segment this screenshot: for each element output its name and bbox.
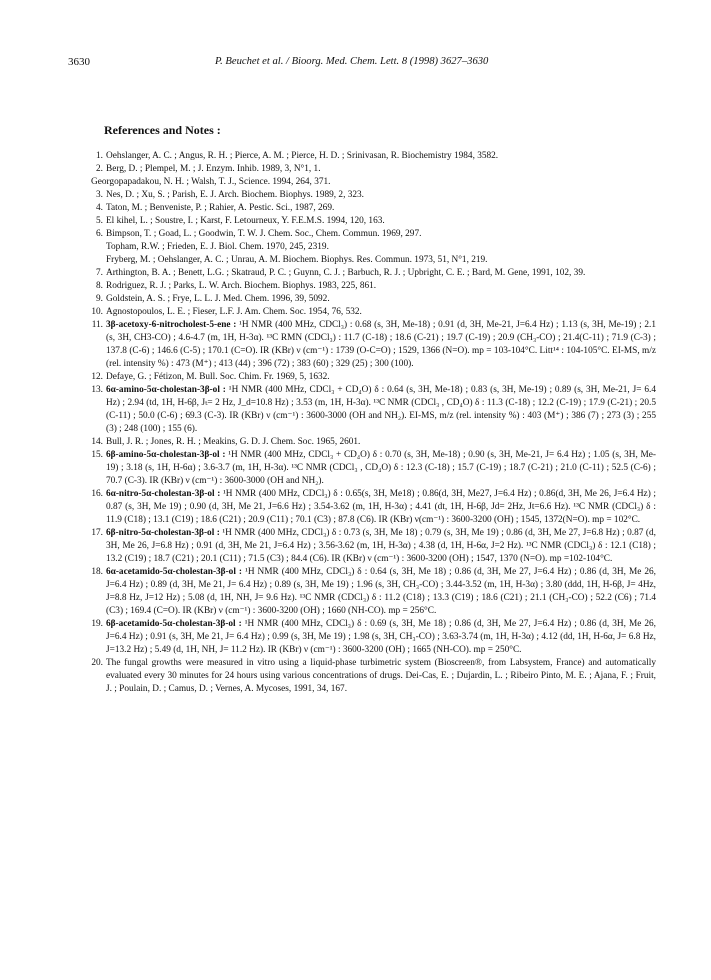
reference-text: ¹H NMR (400 MHz, CDCl₃) δ : 0.65(s, 3H, Me18) ; 0.86(d, 3H, Me27, J=6.4 Hz) ; 0.86(d, 3H, Me 26, J=6.4 Hz) ; 0.87 (s, 3H, Me 19) ; 0.90 (d, 3H, Me 21, J=6.6 Hz) ; 3.54-3.62 (m, 1H, H-3α) ; 4.41 (dt, 1H, H-6β, Jd= 2Hz, Jt=6.6 Hz). ¹³C NMR (CDCl₃) δ : 11.9 (C18) ; 13.1 (C19) ; 18.6 (C21) ; 20.9 (C11) ; 70.1 (C3) ; 87.8 (C6). IR (KBr) ν(cm⁻¹) : 3600-3200 (OH) ; 1545, 1372(N=O). mp = 102°C.: [106, 489, 656, 525]
reference-text: Agnostopoulos, L. E. ; Fieser, L.F. J. Am. Chem. Soc. 1954, 76, 532.: [106, 307, 362, 317]
reference-5: [91, 215, 656, 228]
reference-14: [91, 436, 656, 449]
reference-text: Bimpson, T. ; Goad, L. ; Goodwin, T. W. J. Chem. Soc., Chem. Commun. 1969, 297.: [106, 229, 422, 239]
reference-17: [91, 527, 656, 566]
compound-name: 6β-amino-5α-cholestan-3β-ol :: [106, 450, 226, 460]
page-number: 3630: [68, 56, 90, 68]
reference-text: El kihel, L. ; Soustre, I. ; Karst, F. Letourneux, Y. F.E.M.S. 1994, 120, 163.: [106, 216, 385, 226]
reference-2-continuation: Georgopapadakou, N. H. ; Walsh, T. J., Science. 1994, 264, 371.: [91, 177, 331, 187]
reference-1: [91, 150, 656, 163]
compound-name: 6α-acetamido-5α-cholestan-3β-ol :: [106, 567, 243, 577]
references-list: [91, 150, 656, 696]
reference-text: Defaye, G. ; Fétizon, M. Bull. Soc. Chim. Fr. 1969, 5, 1632.: [106, 372, 330, 382]
reference-number: 14.: [91, 437, 103, 447]
reference-13: [91, 384, 656, 436]
reference-19: [91, 618, 656, 657]
reference-number: 10.: [91, 307, 103, 317]
reference-number: 4.: [96, 203, 103, 213]
compound-name: 6α-nitro-5α-cholestan-3β-ol :: [106, 489, 221, 499]
reference-15: [91, 449, 656, 488]
reference-number: 3.: [96, 190, 103, 200]
reference-text: Taton, M. ; Benveniste, P. ; Rahier, A. Pestic. Sci., 1987, 269.: [106, 203, 335, 213]
reference-text: Rodriguez, R. J. ; Parks, L. W. Arch. Biochem. Biophys. 1983, 225, 861.: [106, 281, 377, 291]
reference-number: 12.: [91, 372, 103, 382]
reference-text: Bull, J. R. ; Jones, R. H. ; Meakins, G. D. J. Chem. Soc. 1965, 2601.: [106, 437, 361, 447]
reference-number: 18.: [91, 567, 103, 577]
reference-text: Nes, D. ; Xu, S. ; Parish, E. J. Arch. Biochem. Biophys. 1989, 2, 323.: [106, 190, 364, 200]
compound-name: 6β-acetamido-5α-cholestan-3β-ol :: [106, 619, 242, 629]
reference-6-continuation: Fryberg, M. ; Oehslanger, A. C. ; Unrau, A. M. Biochem. Biophys. Res. Commun. 1973, 51, N°1, 219.: [106, 255, 488, 265]
section-title: References and Notes :: [104, 123, 221, 137]
reference-number: 7.: [96, 268, 103, 278]
reference-number: 13.: [91, 385, 103, 395]
reference-11: [91, 319, 656, 371]
reference-20: [91, 657, 656, 696]
reference-text: ¹H NMR (400 MHz, CDCl₃) δ : 0.69 (s, 3H, Me 18) ; 0.86 (d, 3H, Me 27, J=6.4 Hz) ; 0.86 (d, 3H, Me 26, J=6.4 Hz) ; 0.91 (s, 3H, Me 21, J= 6.4 Hz) ; 0.99 (s, 3H, Me 19) ; 1.98 (s, 3H, CH₃-CO) ; 3.63-3.74 (m, 1H, H-3α) ; 4.12 (dd, 1H, H-6α, J= 6.8 Hz, J=13.2 Hz) ; 5.49 (d, 1H, NH, J= 11.2 Hz). IR (KBr) ν (cm⁻¹) : 3600-3200 (OH) ; 1665 (NH-CO). mp = 250°C.: [106, 619, 656, 655]
reference-text: ¹H NMR (400 MHz, CDCl₃ + CD₄O) δ : 0.64 (s, 3H, Me-18) ; 0.83 (s, 3H, Me-19) ; 0.89 (s, 3H, Me-21, J= 6.4 Hz) ; 2.94 (td, 1H, H-6β, Jₜ= 2 Hz, J_d=10.8 Hz) ; 3.53 (m, 1H, H-3α). ¹³C NMR (CDCl₃ , CD₄O) δ : 11.3 (C-18) ; 12.2 (C-19) ; 17.9 (C-21) ; 20.5 (C-11) ; 50.0 (C-6) ; 69.3 (C-3). IR (KBr) ν (cm⁻¹) : 3600-3000 (OH and NH₂). EI-MS, m/z (rel. intensity %) : 403 (M⁺) ; 386 (7) ; 273 (3) ; 255 (3) ; 248 (100) ; 155 (6).: [106, 385, 656, 434]
reference-text: ¹H NMR (400 MHz, CDCl₃) δ : 0.73 (s, 3H, Me 18) ; 0.79 (s, 3H, Me 19) ; 0.86 (d, 3H, Me 27, J=6.8 Hz) ; 0.87 (d, 3H, Me 26, J=6.8 Hz) ; 0.91 (d, 3H, Me 21, J=6.4 Hz) ; 3.56-3.62 (m, 1H, H-3α) ; 4.38 (d, 1H, H-6α, J=2 Hz). ¹³C NMR (CDCl₃) δ : 12.1 (C18) ; 13.2 (C19) ; 18.7 (C21) ; 20.1 (C11) ; 71.5 (C3) ; 84.4 (C6). IR (KBr) ν (cm⁻¹) : 3600-3200 (OH) ; 1547, 1370 (N=O). mp =102-104°C.: [106, 528, 656, 564]
reference-text: Berg, D. ; Plempel, M. ; J. Enzym. Inhib. 1989, 3, N°1, 1.: [106, 164, 321, 174]
reference-16: [91, 488, 656, 527]
reference-number: 5.: [96, 216, 103, 226]
reference-8: [91, 280, 656, 293]
reference-4: [91, 202, 656, 215]
reference-number: 2.: [96, 164, 103, 174]
reference-number: 15.: [91, 450, 103, 460]
reference-number: 19.: [91, 619, 103, 629]
reference-12: [91, 371, 656, 384]
reference-9: [91, 293, 656, 306]
compound-name: 6α-amino-5α-cholestan-3β-ol :: [106, 385, 226, 395]
reference-number: 16.: [91, 489, 103, 499]
reference-10: [91, 306, 656, 319]
reference-7: [91, 267, 656, 280]
running-head: P. Beuchet et al. / Bioorg. Med. Chem. Lett. 8 (1998) 3627–3630: [215, 56, 489, 67]
reference-18: [91, 566, 656, 618]
reference-text: The fungal growths were measured in vitro using a liquid-phase turbimetric system (Bioscreen®, from Labsystem, France) and automatically evaluated every 30 minutes for 24 hours using various concentrations of drugs. Dei-Cas, E. ; Dujardin, L. ; Ribeiro Pinto, M. E. ; Ajana, F. ; Fruit, J. ; Poulain, D. ; Camus, D. ; Vernes, A. Mycoses, 1991, 34, 167.: [106, 658, 656, 694]
reference-6: [91, 228, 656, 241]
reference-number: 20.: [91, 658, 103, 668]
compound-name: 6β-nitro-5α-cholestan-3β-ol :: [106, 528, 220, 538]
reference-text: Arthington, B. A. ; Benett, L.G. ; Skatraud, P. C. ; Guynn, C. J. ; Barbuch, R. J. ; Upbright, C. E. ; Bard, M. Gene, 1991, 102, 39.: [106, 268, 586, 278]
reference-text: ¹H NMR (400 MHz, CDCl₃) : 0.68 (s, 3H, Me-18) ; 0.91 (d, 3H, Me-21, J=6.4 Hz) ; 1.13 (s, 3H, Me-19) ; 2.1 (s, 3H, CH3-CO) ; 4.6-4.7 (m, 1H, H-3α). ¹³C RMN (CDCl₃) : 11.7 (C-18) ; 18.6 (C-21) ; 19.7 (C-19) ; 20.9 (CH₃-CO) ; 21.4(C-11) ; 71.9 (C-3) ; 137.8 (C-6) ; 146.6 (C-5) ; 170.1 (C=O). IR (KBr) ν (cm⁻¹) : 1739 (O-C=O) ; 1529, 1366 (N=O). mp = 103-104°C. Litt¹⁴ : 104-105°C. EI-MS, m/z (rel. intensity %) : 473 (M⁺) ; 413 (44) ; 396 (72) ; 383 (60) ; 329 (25) ; 300 (100).: [106, 320, 656, 369]
reference-text: ¹H NMR (400 MHz, CDCl₃) δ : 0.64 (s, 3H, Me 18) ; 0.86 (d, 3H, Me 27, J=6.4 Hz) ; 0.86 (d, 3H, Me 26, J=6.4 Hz) ; 0.89 (d, 3H, Me 21, J= 6.4 Hz) ; 0.89 (s, 3H, Me 19) ; 1.96 (s, 3H, CH₃-CO) ; 3.44-3.52 (m, 1H, H-3α) ; 3.80 (ddd, 1H, H-6β, J= 4Hz, J=8.8 Hz, J=12 Hz) ; 5.08 (d, 1H, NH, J= 9.6 Hz). ¹³C NMR (CDCl₃) δ : 11.2 (C18) ; 13.3 (C19) ; 18.6 (C21) ; 21.1 (CH₃-CO) ; 52.2 (C6) ; 71.4 (C3) ; 169.4 (C=O). IR (KBr) ν (cm⁻¹) : 3600-3200 (OH) ; 1660 (NH-CO). mp = 256°C.: [106, 567, 656, 616]
reference-number: 8.: [96, 281, 103, 291]
reference-2: [91, 163, 656, 176]
reference-6-continuation: Topham, R.W. ; Frieden, E. J. Biol. Chem. 1970, 245, 2319.: [106, 242, 329, 252]
reference-text: Oehslanger, A. C. ; Angus, R. H. ; Pierce, A. M. ; Pierce, H. D. ; Srinivasan, R. Biochemistry 1984, 3582.: [106, 151, 499, 161]
reference-text: ¹H NMR (400 MHz, CDCl₃ + CD₄O) δ : 0.70 (s, 3H, Me-18) ; 0.90 (s, 3H, Me-21, J= 6.4 Hz) ; 1.05 (s, 3H, Me-19) ; 3.18 (s, 1H, H-6α) ; 3.6-3.7 (m, 1H, H-3α). ¹³C NMR (CDCl₃ , CD₄O) δ : 12.3 (C-18) ; 15.7 (C-19) ; 18.7 (C-21) ; 21.0 (C-11) ; 52.5 (C-6) ; 70.7 (C-3). IR (KBr) ν (cm⁻¹) : 3600-3000 (OH and NH₂).: [106, 450, 657, 486]
reference-number: 1.: [96, 151, 103, 161]
reference-number: 9.: [96, 294, 103, 304]
reference-number: 6.: [96, 229, 103, 239]
reference-number: 11.: [91, 320, 103, 330]
compound-name: 3β-acetoxy-6-nitrocholest-5-ene :: [106, 320, 237, 330]
reference-text: Goldstein, A. S. ; Frye, L. L. J. Med. Chem. 1996, 39, 5092.: [106, 294, 330, 304]
reference-number: 17.: [91, 528, 103, 538]
reference-3: [91, 189, 656, 202]
